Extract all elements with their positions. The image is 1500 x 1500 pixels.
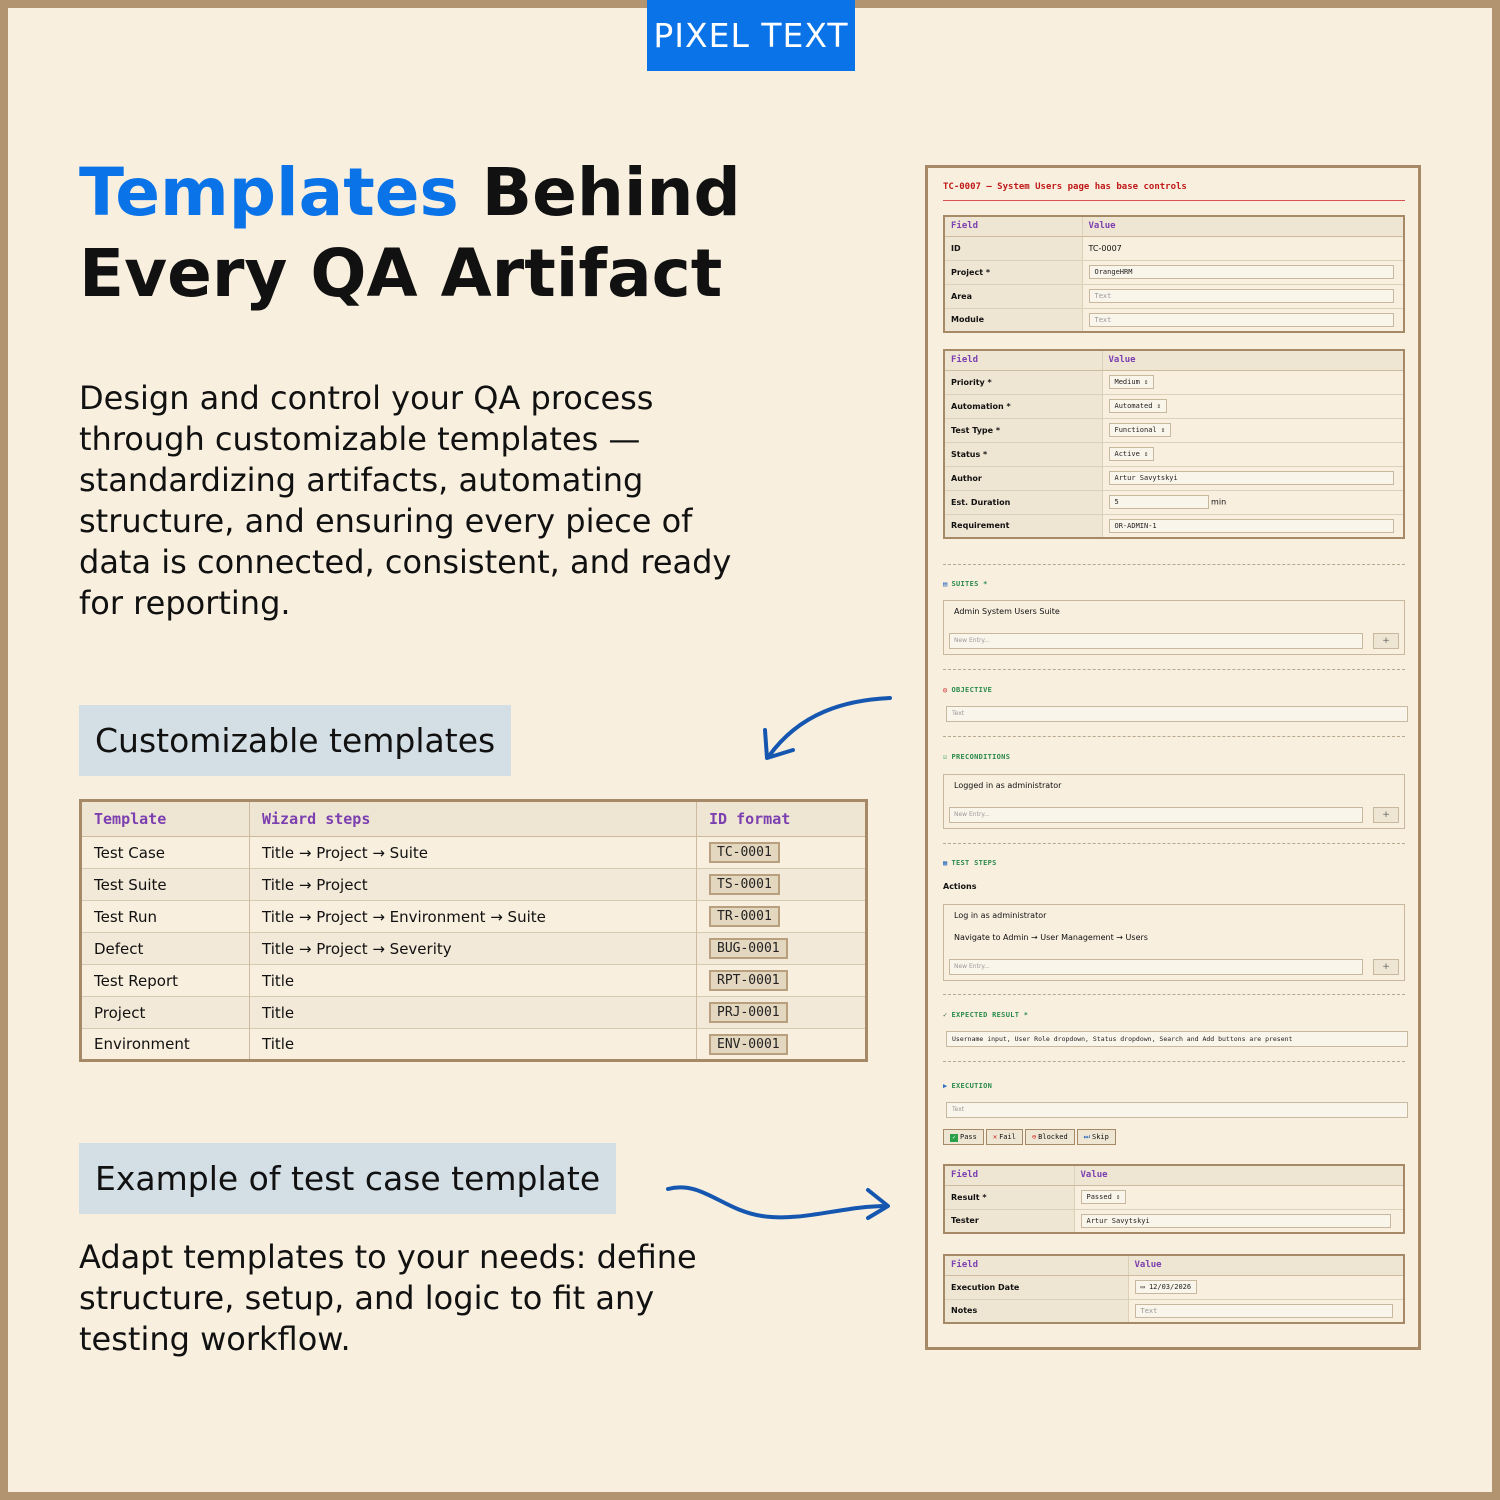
- field-label: Execution Date: [944, 1275, 1128, 1299]
- table-row: [944, 1299, 1404, 1323]
- table-row: [944, 466, 1404, 490]
- field-label: Est. Duration: [944, 490, 1102, 514]
- section-divider: [943, 1061, 1405, 1062]
- col-template: Template: [81, 801, 250, 837]
- section-divider: [943, 843, 1405, 844]
- author-input[interactable]: Artur Savytskyi: [1109, 471, 1394, 485]
- title-rest: Behind Every QA Artifact: [79, 154, 741, 312]
- wizard-steps: Title: [250, 965, 697, 997]
- execution-date-value: 12/03/2026: [1148, 1283, 1192, 1291]
- chevron-updown-icon: ⇕: [1144, 378, 1149, 386]
- field-label: Area: [944, 284, 1082, 308]
- field-header: Field: [944, 350, 1102, 370]
- status-value: Active: [1114, 450, 1140, 458]
- wizard-steps: Title → Project → Environment → Suite: [250, 901, 697, 933]
- duration-input[interactable]: 5: [1109, 495, 1209, 509]
- id-format-cell: [697, 997, 867, 1029]
- templates-table-header: [81, 801, 867, 837]
- field-label: Tester: [944, 1209, 1074, 1233]
- notes-input[interactable]: Text: [1135, 1304, 1393, 1318]
- skip-label: Skip: [1091, 1133, 1109, 1141]
- table-row: [81, 869, 867, 901]
- chevron-updown-icon: ⇕: [1116, 1193, 1121, 1201]
- actions-label: Actions: [943, 882, 977, 891]
- objective-label: OBJECTIVE: [951, 686, 993, 694]
- priority-value: Medium: [1114, 378, 1140, 386]
- execution-input[interactable]: Text: [946, 1102, 1408, 1118]
- field-table-execution: [943, 1254, 1405, 1324]
- field-label: Result *: [944, 1185, 1074, 1209]
- target-icon: ◎: [943, 686, 948, 694]
- calendar-icon: ▭: [1140, 1283, 1145, 1291]
- template-name: Test Case: [81, 837, 250, 869]
- field-label: Author: [944, 466, 1102, 490]
- table-row: [81, 1029, 867, 1061]
- id-format-cell: [697, 901, 867, 933]
- id-chip: ENV-0001: [709, 1034, 788, 1055]
- status-select[interactable]: [1109, 447, 1155, 461]
- objective-input[interactable]: Text: [946, 706, 1408, 722]
- field-table-header: [944, 1255, 1404, 1275]
- module-input[interactable]: Text: [1089, 313, 1394, 327]
- table-row: [81, 901, 867, 933]
- table-row: [81, 933, 867, 965]
- value-header: Value: [1074, 1165, 1404, 1185]
- result-value: Passed: [1086, 1193, 1112, 1201]
- list-icon: ▦: [943, 859, 948, 867]
- blocked-label: Blocked: [1038, 1133, 1068, 1141]
- field-label: Test Type *: [944, 418, 1102, 442]
- automation-value: Automated: [1114, 402, 1153, 410]
- preconditions-new-entry-input[interactable]: New Entry...: [949, 807, 1363, 823]
- steps-add-button[interactable]: +: [1373, 959, 1399, 975]
- id-chip: PRJ-0001: [709, 1002, 788, 1023]
- template-name: Defect: [81, 933, 250, 965]
- skip-button[interactable]: [1077, 1129, 1116, 1145]
- table-row: [944, 236, 1404, 260]
- field-label: Requirement: [944, 514, 1102, 538]
- field-label: Notes: [944, 1299, 1128, 1323]
- table-row: [944, 1209, 1404, 1233]
- preconditions-add-button[interactable]: +: [1373, 807, 1399, 823]
- templates-table: [79, 799, 868, 1062]
- test-steps-header: [943, 859, 997, 867]
- list-item: Log in as administrator: [954, 911, 1047, 920]
- table-row: [944, 308, 1404, 332]
- preconditions-box: [943, 774, 1405, 829]
- folder-icon: ▤: [943, 580, 948, 588]
- brand-tab: PIXEL TEXT: [647, 0, 855, 71]
- field-label: Module: [944, 308, 1082, 332]
- list-item: Logged in as administrator: [954, 781, 1062, 790]
- result-select[interactable]: [1081, 1190, 1127, 1204]
- field-label: Project *: [944, 260, 1082, 284]
- field-table-header: [944, 350, 1404, 370]
- steps-box: [943, 904, 1405, 981]
- id-chip: RPT-0001: [709, 970, 788, 991]
- arrow-down-left-icon: [755, 688, 895, 768]
- wizard-steps: Title → Project → Suite: [250, 837, 697, 869]
- list-item: Navigate to Admin → User Management → Users: [954, 933, 1148, 942]
- execution-buttons: [943, 1129, 1116, 1145]
- id-chip: TC-0001: [709, 842, 780, 863]
- field-table-basic: [943, 215, 1405, 333]
- field-label: Priority *: [944, 370, 1102, 394]
- tail-paragraph: Adapt templates to your needs: define structure, setup, and logic to fit any testing workflow.: [79, 1238, 697, 1358]
- test-steps-label: TEST STEPS: [951, 859, 997, 867]
- section-divider: [943, 736, 1405, 737]
- project-input[interactable]: OrangeHRM: [1089, 265, 1394, 279]
- play-icon: ▶: [943, 1082, 948, 1090]
- execution-label: EXECUTION: [951, 1082, 993, 1090]
- preconditions-entry-row: [949, 807, 1399, 823]
- section-divider: [943, 669, 1405, 670]
- pass-label: Pass: [960, 1133, 977, 1141]
- wizard-steps: Title → Project → Severity: [250, 933, 697, 965]
- template-name: Project: [81, 997, 250, 1029]
- table-row: [944, 490, 1404, 514]
- list-item: Admin System Users Suite: [954, 607, 1060, 616]
- field-header: Field: [944, 1255, 1128, 1275]
- page-title: [79, 152, 919, 314]
- table-row: [944, 418, 1404, 442]
- id-chip: BUG-0001: [709, 938, 788, 959]
- id-chip: TS-0001: [709, 874, 780, 895]
- check-icon: ✓: [950, 1134, 958, 1142]
- pill-example-template: Example of test case template: [79, 1143, 616, 1214]
- table-row: [944, 1275, 1404, 1299]
- id-format-cell: [697, 869, 867, 901]
- blocked-button[interactable]: [1025, 1129, 1075, 1145]
- field-header: Field: [944, 1165, 1074, 1185]
- field-label: ID: [944, 236, 1082, 260]
- fail-button[interactable]: [986, 1129, 1023, 1145]
- wizard-steps: Title → Project: [250, 869, 697, 901]
- field-table-header: [944, 216, 1404, 236]
- objective-header: [943, 686, 992, 694]
- id-format-cell: [697, 965, 867, 997]
- chevron-updown-icon: ⇕: [1156, 402, 1161, 410]
- id-format-cell: [697, 933, 867, 965]
- value-header: Value: [1102, 350, 1404, 370]
- preconditions-label: PRECONDITIONS: [951, 753, 1011, 761]
- area-input[interactable]: Text: [1089, 289, 1394, 303]
- doc-title: TC-0007 — System Users page has base controls: [943, 182, 1405, 201]
- id-format-cell: [697, 1029, 867, 1061]
- tester-input[interactable]: Artur Savytskyi: [1081, 1214, 1391, 1228]
- suites-entry-row: [949, 633, 1399, 649]
- section-divider: [943, 564, 1405, 565]
- blocked-icon: ⊖: [1031, 1133, 1037, 1141]
- skip-icon: ⏭: [1083, 1133, 1090, 1141]
- table-row: [944, 1185, 1404, 1209]
- automation-select[interactable]: [1109, 399, 1167, 413]
- test-case-document: [925, 165, 1421, 1350]
- template-name: Environment: [81, 1029, 250, 1061]
- fail-label: Fail: [999, 1133, 1016, 1141]
- wizard-steps: Title: [250, 1029, 697, 1061]
- table-row: [81, 997, 867, 1029]
- suites-box: [943, 600, 1405, 655]
- template-name: Test Run: [81, 901, 250, 933]
- field-label: Automation *: [944, 394, 1102, 418]
- field-table-header: [944, 1165, 1404, 1185]
- checkbox-icon: ☑: [943, 753, 948, 761]
- lead-paragraph: Design and control your QA process through customizable templates — standardizing artifacts, automating structure, and ensuring every piece of data is connected, consistent, and ready for reporting.: [79, 379, 732, 622]
- test-type-value: Functional: [1114, 426, 1157, 434]
- steps-entry-row: [949, 959, 1399, 975]
- table-row: [944, 394, 1404, 418]
- arrow-right-icon: [662, 1180, 898, 1230]
- section-divider: [943, 994, 1405, 995]
- table-row: [944, 284, 1404, 308]
- suites-new-entry-input[interactable]: New Entry...: [949, 633, 1363, 649]
- requirement-input[interactable]: OR-ADMIN-1: [1109, 519, 1394, 533]
- suites-header: [943, 580, 988, 588]
- value-header: Value: [1128, 1255, 1404, 1275]
- checkmark-icon: ✓: [943, 1011, 948, 1019]
- expected-label: EXPECTED RESULT *: [951, 1011, 1029, 1019]
- suites-add-button[interactable]: +: [1373, 633, 1399, 649]
- table-row: [944, 514, 1404, 538]
- field-table-attributes: [943, 349, 1405, 539]
- field-header: Field: [944, 216, 1082, 236]
- expected-result-header: [943, 1011, 1028, 1019]
- execution-date-input[interactable]: [1135, 1280, 1198, 1294]
- x-icon: ✕: [992, 1133, 998, 1141]
- suites-label: SUITES *: [951, 580, 988, 588]
- template-name: Test Report: [81, 965, 250, 997]
- id-value: TC-0007: [1082, 236, 1404, 260]
- test-type-select[interactable]: [1109, 423, 1172, 437]
- chevron-updown-icon: ⇕: [1160, 426, 1166, 434]
- table-row: [81, 837, 867, 869]
- table-row: [944, 442, 1404, 466]
- table-row: [944, 260, 1404, 284]
- field-table-result: [943, 1164, 1405, 1234]
- id-format-cell: [697, 837, 867, 869]
- preconditions-header: [943, 753, 1010, 761]
- field-label: Status *: [944, 442, 1102, 466]
- title-accent: Templates: [79, 154, 459, 231]
- col-wizard-steps: Wizard steps: [250, 801, 697, 837]
- id-chip: TR-0001: [709, 906, 780, 927]
- wizard-steps: Title: [250, 997, 697, 1029]
- template-name: Test Suite: [81, 869, 250, 901]
- table-row: [81, 965, 867, 997]
- expected-result-input[interactable]: Username input, User Role dropdown, Status dropdown, Search and Add buttons are present: [946, 1031, 1408, 1047]
- execution-header: [943, 1082, 992, 1090]
- col-id-format: ID format: [697, 801, 867, 837]
- pill-customizable-templates: Customizable templates: [79, 705, 511, 776]
- steps-new-entry-input[interactable]: New Entry...: [949, 959, 1363, 975]
- duration-unit: min: [1211, 497, 1227, 507]
- chevron-updown-icon: ⇕: [1144, 450, 1149, 458]
- priority-select[interactable]: [1109, 375, 1155, 389]
- table-row: [944, 370, 1404, 394]
- value-header: Value: [1082, 216, 1404, 236]
- pass-button[interactable]: [943, 1129, 984, 1145]
